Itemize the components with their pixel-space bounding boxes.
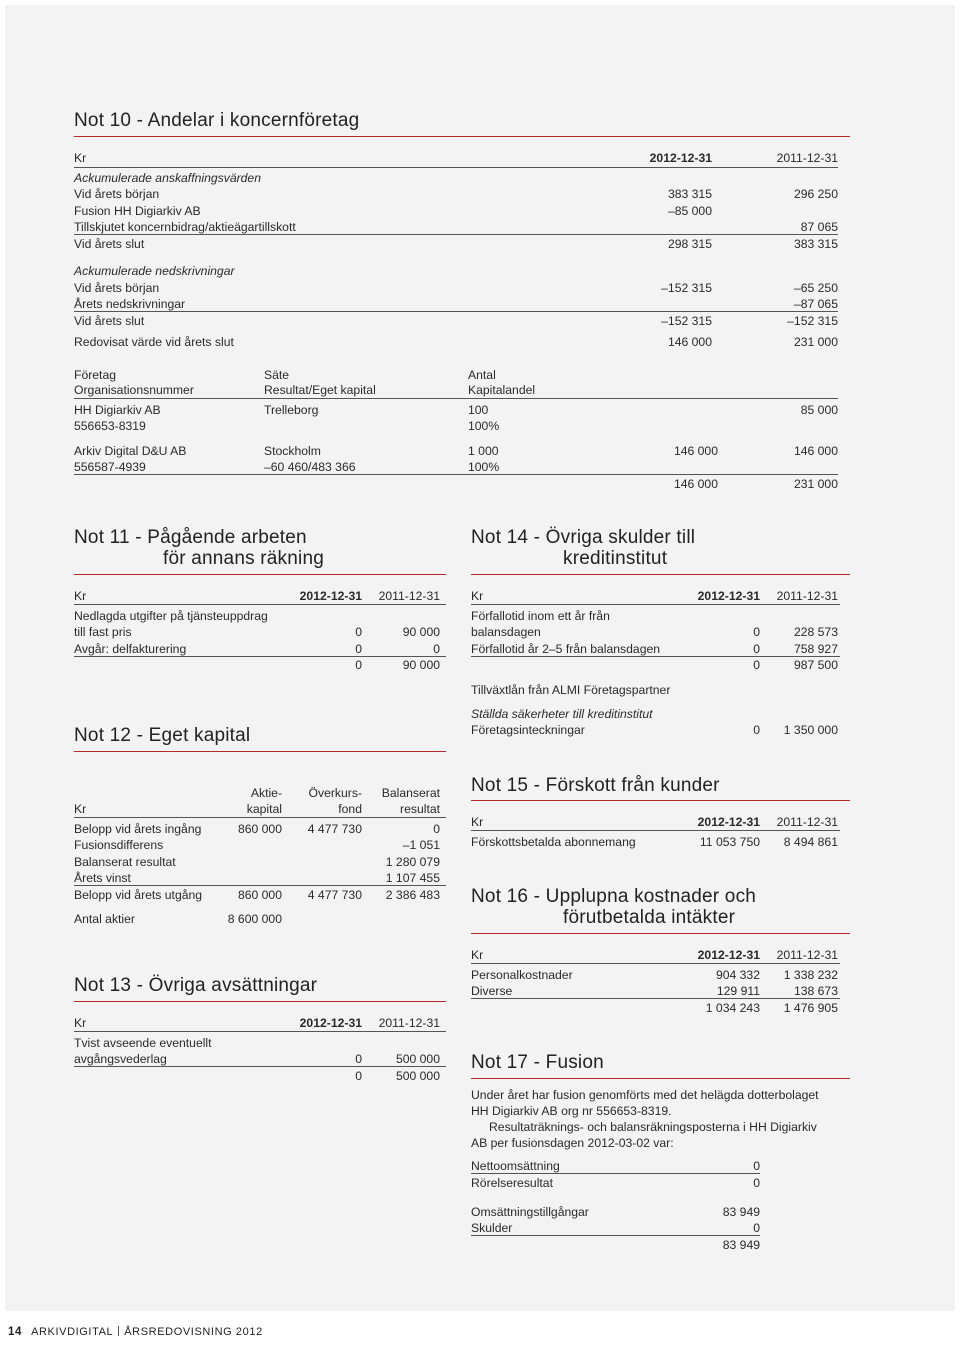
text-line: HH Digiarkiv AB org nr 556653-8319. [471, 1104, 672, 1118]
row-label: Förfallotid år 2–5 från balansdagen [471, 642, 661, 656]
table-row [471, 624, 838, 640]
table-row [471, 641, 838, 657]
row-value: 0 [753, 1221, 760, 1235]
note11-header-row [74, 588, 440, 604]
row-value-2011: 1 350 000 [783, 723, 838, 737]
share-col-header: Kapitalandel [468, 383, 536, 397]
col-2012-header: 2012-12-31 [299, 1016, 362, 1030]
company-name: Arkiv Digital D&U AB [74, 444, 187, 458]
table-row [471, 1220, 760, 1236]
total-2012: 0 [753, 658, 760, 672]
row-value-2011: 231 000 [793, 335, 838, 349]
table-row [74, 887, 440, 903]
companies-header-row2 [74, 382, 838, 398]
row-label: Förfallotid inom ett år från [471, 609, 610, 623]
note16-title-rule [471, 933, 850, 934]
note15-title-rule [471, 800, 850, 801]
row-underline [471, 1235, 760, 1236]
note14-title-line1: Not 14 - Övriga skulder till [471, 527, 696, 548]
row-label: Fusionsdifferens [74, 838, 164, 852]
row-value-2011: –87 065 [793, 297, 838, 311]
shares-row [74, 911, 440, 927]
header-underline [471, 963, 840, 964]
text-line: Under året har fusion genomförts med det helägda dotterbolaget [471, 1088, 819, 1102]
row-label: avgångsvederlag [74, 1052, 167, 1066]
table-row [74, 203, 838, 219]
note10-title-rule [74, 136, 850, 137]
table-row [74, 624, 440, 640]
kr-label: Kr [74, 589, 87, 603]
retained-earnings-value: 0 [433, 822, 440, 836]
row-label: Skulder [471, 1221, 513, 1235]
companies-total-row [74, 476, 838, 492]
row-value-2012: –152 315 [661, 281, 712, 295]
company-count: 1 000 [468, 444, 499, 458]
total-2011: 987 500 [793, 658, 838, 672]
text-line: Resultaträknings- och balansräkningsposterna i HH Digiarkiv [489, 1120, 817, 1134]
table-row [471, 834, 838, 850]
total-2012: 146 000 [673, 477, 718, 491]
row-value-2012: 129 911 [716, 984, 760, 998]
table-row [74, 170, 838, 186]
page-number: 14 [8, 1326, 22, 1338]
row-label: Omsättningstillgångar [471, 1205, 589, 1219]
col-2012-header: 2012-12-31 [299, 589, 362, 603]
company-share: 100% [468, 419, 500, 433]
retained-earnings-header: Balanserat [381, 786, 440, 800]
row-value-2012: 0 [355, 642, 362, 656]
table-row [471, 722, 838, 738]
row-label: Förskottsbetalda abonnemang [471, 835, 636, 849]
note15-header-row [471, 814, 838, 830]
row-underline [74, 474, 838, 475]
row-underline [74, 234, 838, 235]
total-2011: 231 000 [793, 477, 838, 491]
total-2012: 0 [355, 1069, 362, 1083]
company-row [74, 402, 838, 418]
total-row [74, 657, 440, 673]
orgnr-col-header: Organisationsnummer [74, 383, 194, 397]
row-label: Årets nedskrivningar [74, 297, 186, 311]
row-label: Tvist avseende eventuellt [74, 1036, 212, 1050]
header-underline [74, 167, 838, 168]
share-capital-header-line2: kapital [246, 802, 282, 816]
row-value-2012: 0 [355, 625, 362, 639]
row-value-2011: 8 494 861 [783, 835, 838, 849]
table-row [74, 837, 440, 853]
note12-title: Not 12 - Eget kapital [74, 725, 251, 746]
table-row [74, 1035, 440, 1051]
col-2011-header: 2011-12-31 [776, 815, 838, 829]
row-value-2011: 90 000 [402, 625, 440, 639]
retained-earnings-value: 1 107 455 [385, 871, 440, 885]
note14-title-rule [471, 574, 850, 575]
note12-header-row1 [74, 785, 440, 801]
table-row [74, 1051, 440, 1067]
note16-header-row [471, 947, 838, 963]
col-2011-header: 2011-12-31 [776, 948, 838, 962]
table-row [471, 983, 838, 999]
note14-header-row [471, 588, 838, 604]
companies-header-row1 [74, 367, 838, 383]
kr-label: Kr [471, 815, 484, 829]
table-row [74, 263, 838, 279]
row-value-2012: 11 053 750 [699, 835, 760, 849]
premium-fund-header: Överkurs- [308, 786, 362, 800]
retained-earnings-value: 2 386 483 [385, 888, 440, 902]
table-row [471, 1158, 760, 1174]
company-col-header: Företag [74, 368, 117, 382]
brand-name: ARKIVDIGITAL [31, 1326, 114, 1338]
shares-value: 8 600 000 [227, 912, 282, 926]
total-row [471, 1000, 838, 1016]
row-value-2012: 146 000 [667, 335, 712, 349]
share-capital-value: 860 000 [237, 822, 282, 836]
premium-fund-value: 4 477 730 [307, 888, 362, 902]
header-underline [471, 604, 840, 605]
row-label: Avgår: delfakturering [74, 642, 187, 656]
footer-separator [118, 1326, 119, 1336]
total-row [471, 1237, 760, 1253]
company-seat: Stockholm [264, 444, 321, 458]
col-2011-header: 2011-12-31 [776, 589, 838, 603]
company-row [74, 443, 838, 459]
note12-header-row2 [74, 801, 440, 817]
row-label: Rörelseresultat [471, 1176, 553, 1190]
row-underline [471, 998, 840, 999]
table-row [74, 870, 440, 886]
row-underline [74, 1066, 446, 1067]
note16-title-line2: förutbetalda intäkter [563, 907, 736, 928]
table-row [74, 821, 440, 837]
result-col-header: Resultat/Eget kapital [264, 383, 376, 397]
company-value-2011: 146 000 [793, 444, 838, 458]
retained-earnings-value: 1 280 079 [385, 855, 440, 869]
table-row [74, 296, 838, 312]
shares-label: Antal aktier [74, 912, 135, 926]
section-heading: Ackumulerade anskaffningsvärden [74, 171, 261, 185]
row-value-2012: 383 315 [667, 187, 712, 201]
section-heading: Ackumulerade nedskrivningar [74, 264, 235, 278]
header-underline [74, 1031, 446, 1032]
row-value: 0 [753, 1176, 760, 1190]
row-value-2011: –65 250 [793, 281, 838, 295]
security-heading-row [471, 706, 838, 722]
note13-title: Not 13 - Övriga avsättningar [74, 975, 318, 996]
kr-label: Kr [74, 1016, 87, 1030]
row-value-2011: 1 338 232 [783, 968, 838, 982]
almi-text: Tillväxtlån från ALMI Företagspartner [471, 683, 671, 697]
col-2012-header: 2012-12-31 [649, 151, 712, 165]
total-2012: 1 034 243 [705, 1001, 760, 1015]
col-2012-header: 2012-12-31 [697, 948, 760, 962]
row-label: Vid årets början [74, 187, 160, 201]
row-value-2012: 904 332 [715, 968, 760, 982]
note13-title-rule [74, 1001, 446, 1002]
company-result: –60 460/483 366 [264, 460, 356, 474]
row-label: Fusion HH Digiarkiv AB [74, 204, 201, 218]
row-value-2011: 228 573 [793, 625, 838, 639]
row-value-2011: 87 065 [800, 220, 838, 234]
total-row [74, 1068, 440, 1084]
total-row [471, 657, 838, 673]
row-value-2011: 296 250 [793, 187, 838, 201]
row-value: 0 [753, 1159, 760, 1173]
note14-title-line2: kreditinstitut [563, 548, 668, 569]
row-label: Personalkostnader [471, 968, 573, 982]
col-2011-header: 2011-12-31 [378, 1016, 440, 1030]
note16-title [471, 886, 756, 928]
document-name: ÅRSREDOVISNING 2012 [124, 1326, 263, 1338]
company-orgnr: 556653-8319 [74, 419, 146, 433]
kr-label: Kr [471, 589, 484, 603]
row-label: Diverse [471, 984, 513, 998]
table-row [471, 608, 838, 624]
note12-title-rule [74, 751, 446, 752]
company-count: 100 [468, 403, 489, 417]
table-row [471, 1204, 760, 1220]
kr-label: Kr [74, 151, 87, 165]
table-row [74, 219, 838, 235]
note14-title [471, 527, 695, 569]
row-value-2012: 0 [355, 1052, 362, 1066]
row-label: Vid årets slut [74, 314, 145, 328]
company-row [74, 459, 838, 475]
table-row [471, 1175, 760, 1191]
note10-header-row [74, 150, 838, 166]
table-row [74, 280, 838, 296]
note17-text [471, 1087, 850, 1151]
company-share: 100% [468, 460, 500, 474]
header-underline [74, 398, 838, 399]
row-label: Vid årets slut [74, 237, 145, 251]
share-capital-header: Aktie- [250, 786, 282, 800]
company-row [74, 418, 838, 434]
note11-title-line1: Not 11 - Pågående arbeten [74, 527, 307, 548]
col-2011-header: 2011-12-31 [776, 151, 838, 165]
row-label: Vid årets början [74, 281, 160, 295]
row-value-2012: 0 [753, 625, 760, 639]
note17-title-rule [471, 1078, 850, 1079]
note15-title: Not 15 - Förskott från kunder [471, 775, 720, 796]
text-line: AB per fusionsdagen 2012-03-02 var: [471, 1136, 674, 1150]
kr-label: Kr [74, 802, 87, 816]
total-2011: 500 000 [395, 1069, 440, 1083]
company-value-2011: 85 000 [800, 403, 838, 417]
row-label: Nedlagda utgifter på tjänsteuppdrag [74, 609, 268, 623]
row-value-2012: 0 [753, 642, 760, 656]
row-label: Tillskjutet koncernbidrag/aktieägartillskott [74, 220, 296, 234]
security-heading: Ställda säkerheter till kreditinstitut [471, 707, 653, 721]
table-row [74, 854, 440, 870]
note11-title-line2: för annans räkning [163, 548, 324, 569]
row-label: Balanserat resultat [74, 855, 176, 869]
total-2011: 90 000 [402, 658, 440, 672]
count-col-header: Antal [468, 368, 496, 382]
row-label: Företagsinteckningar [471, 723, 585, 737]
total-2012: 0 [355, 658, 362, 672]
row-underline [471, 1173, 760, 1174]
premium-fund-value: 4 477 730 [307, 822, 362, 836]
retained-earnings-header-line2: resultat [400, 802, 440, 816]
row-label: Årets vinst [74, 871, 131, 885]
note10-title: Not 10 - Andelar i koncernföretag [74, 110, 360, 131]
row-label: balansdagen [471, 625, 541, 639]
note16-title-line1: Not 16 - Upplupna kostnader och [471, 886, 757, 907]
table-row [74, 186, 838, 202]
table-row [74, 641, 440, 657]
row-label: Redovisat värde vid årets slut [74, 335, 234, 349]
row-value-2011: 383 315 [793, 237, 838, 251]
col-2012-header: 2012-12-31 [697, 589, 760, 603]
row-underline [74, 311, 838, 312]
row-value-2011: 0 [433, 642, 440, 656]
company-orgnr: 556587-4939 [74, 460, 146, 474]
header-underline [74, 817, 446, 818]
row-label: Belopp vid årets ingång [74, 822, 202, 836]
note11-title [74, 527, 324, 569]
page-footer [8, 1326, 263, 1338]
total-2011: 1 476 905 [783, 1001, 838, 1015]
header-underline [74, 604, 446, 605]
row-label: till fast pris [74, 625, 132, 639]
col-2011-header: 2011-12-31 [378, 589, 440, 603]
row-value-2012: 0 [753, 723, 760, 737]
note11-title-rule [74, 574, 446, 575]
row-value: 83 949 [722, 1205, 760, 1219]
table-row [74, 334, 838, 350]
company-name: HH Digiarkiv AB [74, 403, 161, 417]
note17-title: Not 17 - Fusion [471, 1052, 604, 1073]
table-row [74, 313, 838, 329]
col-2012-header: 2012-12-31 [697, 815, 760, 829]
share-capital-value: 860 000 [237, 888, 282, 902]
company-value-2012: 146 000 [673, 444, 718, 458]
company-seat: Trelleborg [264, 403, 319, 417]
row-value-2011: –152 315 [787, 314, 838, 328]
row-value-2011: 758 927 [793, 642, 838, 656]
row-underline [74, 885, 446, 886]
almi-note [471, 682, 838, 698]
row-label: Nettoomsättning [471, 1159, 560, 1173]
seat-col-header: Säte [264, 368, 290, 382]
premium-fund-header-line2: fond [338, 802, 362, 816]
table-row [471, 967, 838, 983]
retained-earnings-value: –1 051 [402, 838, 440, 852]
row-value-2011: 500 000 [395, 1052, 440, 1066]
note13-header-row [74, 1015, 440, 1031]
kr-label: Kr [471, 948, 484, 962]
row-label: Belopp vid årets utgång [74, 888, 203, 902]
header-underline [471, 830, 840, 831]
row-value-2012: –85 000 [667, 204, 712, 218]
total-value: 83 949 [722, 1238, 760, 1252]
row-value-2011: 138 673 [793, 984, 838, 998]
table-row [74, 236, 838, 252]
row-value-2012: 298 315 [667, 237, 712, 251]
row-value-2012: –152 315 [661, 314, 712, 328]
table-row [74, 608, 440, 624]
